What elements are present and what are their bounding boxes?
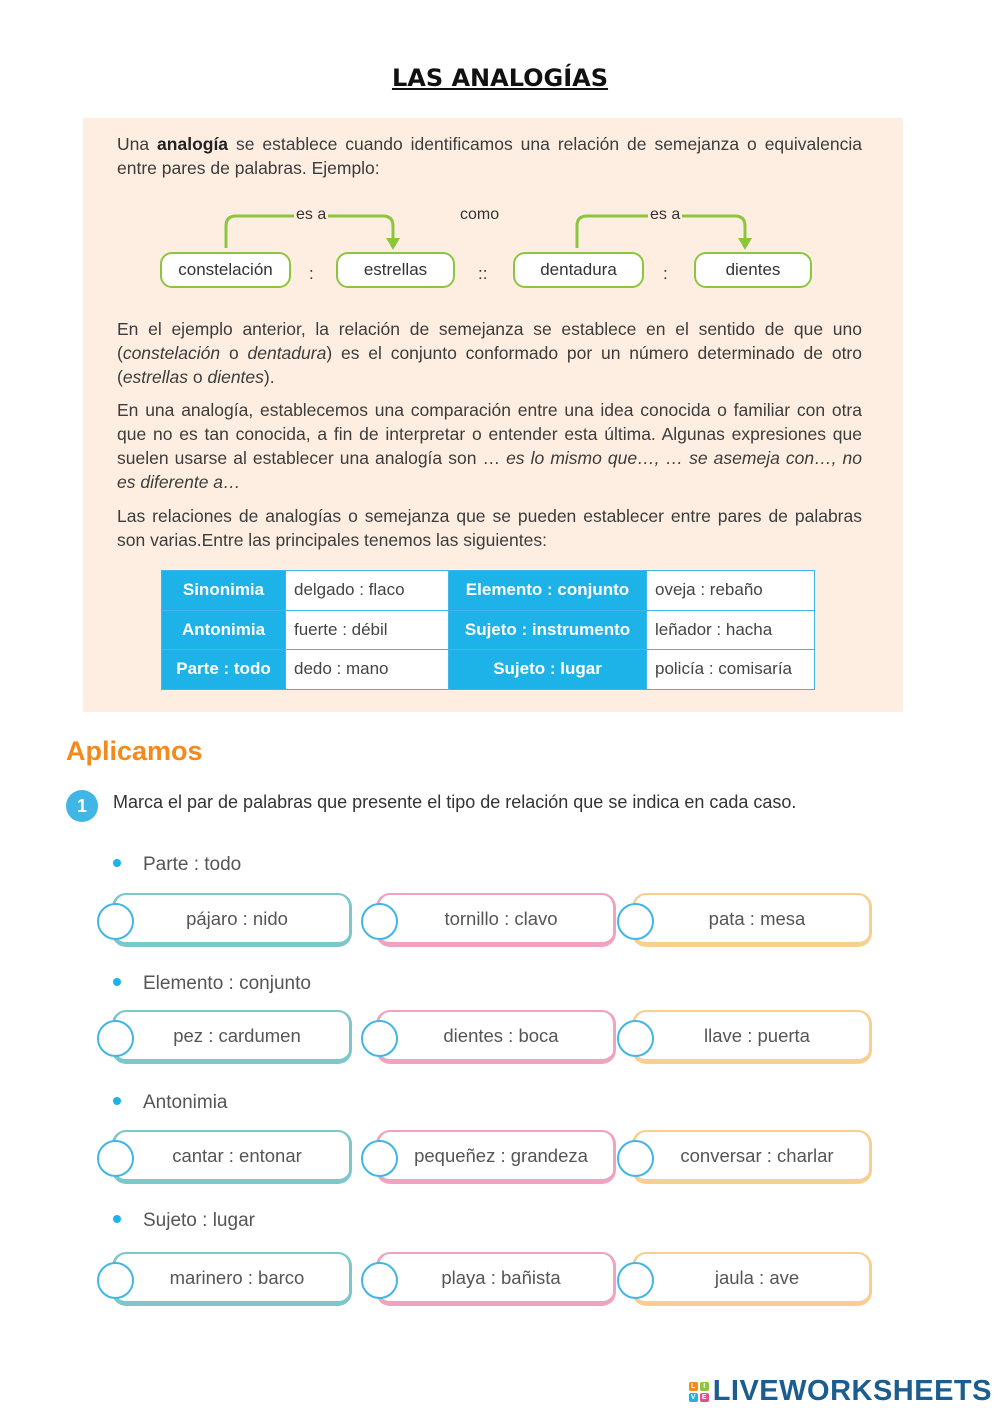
radio-circle-icon[interactable] <box>361 1140 398 1177</box>
relation-type-cell: Sujeto : instrumento <box>449 610 647 650</box>
section-title-aplicamos: Aplicamos <box>66 736 203 766</box>
bullet-dot-icon <box>113 1215 121 1223</box>
relation-example-cell: fuerte : débil <box>286 610 449 650</box>
radio-circle-icon[interactable] <box>361 1020 398 1057</box>
separator-colon-2: : <box>663 264 668 283</box>
para2-italic-2: dentadura <box>247 343 327 363</box>
bullet-dot-icon <box>113 859 121 867</box>
intro-term: analogía <box>157 134 229 154</box>
relation-type-cell: Antonimia <box>162 610 286 650</box>
option-label: conversar : charlar <box>680 1144 834 1166</box>
option-label: playa : bañista <box>441 1266 561 1288</box>
para2-text-5: ). <box>263 367 275 387</box>
option-label: pez : cardumen <box>173 1024 301 1046</box>
footer-brand-text: LIVEWORKSHEETS <box>712 1375 992 1407</box>
option-label: tornillo : clavo <box>444 907 558 929</box>
radio-circle-icon[interactable] <box>617 1020 654 1057</box>
option-pill[interactable] <box>376 1130 616 1184</box>
relation-example-cell: dedo : mano <box>286 650 449 690</box>
word-box-dientes: dientes <box>694 252 812 288</box>
option-pill[interactable] <box>112 1010 352 1064</box>
option-label: pata : mesa <box>708 907 806 929</box>
arrow-2-head <box>738 238 752 250</box>
para2-text-3: ) es el conjunto conformado por un número determinado de otro ( <box>117 343 862 387</box>
bullet-dot-icon <box>113 978 121 986</box>
option-label: llave : puerta <box>704 1024 810 1046</box>
option-label: cantar : entonar <box>172 1144 302 1166</box>
radio-circle-icon[interactable] <box>97 1140 134 1177</box>
option-label: marinero : barco <box>169 1266 305 1288</box>
group-label-text: Sujeto : lugar <box>143 1210 255 1231</box>
para2-text-4: o <box>188 367 208 387</box>
radio-circle-icon[interactable] <box>617 1140 654 1177</box>
group-label <box>113 1210 255 1232</box>
word-box-constelacion: constelación <box>160 252 291 288</box>
table-row <box>162 650 815 690</box>
intro-text-start: Una <box>117 134 158 154</box>
word-box-estrellas: estrellas <box>336 252 455 288</box>
option-pill[interactable] <box>376 893 616 947</box>
group-label-text: Antonimia <box>143 1092 228 1113</box>
relation-type-cell: Parte : todo <box>162 650 286 690</box>
intro-text-end: se establece cuando identificamos una relación de semejanza o equivalencia entre pares de palabras. Ejemplo: <box>117 134 862 178</box>
relation-type-cell: Sinonimia <box>162 571 286 611</box>
word-box-dentadura: dentadura <box>513 252 644 288</box>
option-pill[interactable] <box>112 1252 352 1306</box>
radio-circle-icon[interactable] <box>361 903 398 940</box>
arrow-1-head <box>386 238 400 250</box>
group-label <box>113 973 311 995</box>
para2-italic-3: estrellas <box>122 367 188 387</box>
option-label: pequeñez : grandeza <box>414 1144 588 1166</box>
comparison-paragraph <box>117 398 862 494</box>
logo-grid-icon <box>689 1382 709 1402</box>
option-pill[interactable] <box>632 1130 872 1184</box>
para2-text-2: o <box>220 343 248 363</box>
para3-text: En una analogía, establecemos una comparación entre una idea conocida o familiar con otra que no es tan conocida, a fin de interpretar o entender esta última. Algunas expresiones que suelen usarse al establecer una analogía son … <box>117 400 862 468</box>
exercise-number-badge: 1 <box>66 790 98 822</box>
theory-panel <box>83 118 903 712</box>
relation-example-cell: oveja : rebaño <box>647 571 815 611</box>
table-row <box>162 571 815 611</box>
option-label: dientes : boca <box>443 1024 559 1046</box>
logo-letter: E <box>700 1393 709 1402</box>
option-label: jaula : ave <box>714 1266 800 1288</box>
radio-circle-icon[interactable] <box>617 903 654 940</box>
relation-label-1: es a <box>296 206 327 223</box>
bullet-dot-icon <box>113 1097 121 1105</box>
relations-table <box>161 570 815 690</box>
liveworksheets-logo[interactable] <box>689 1375 992 1408</box>
separator-double-colon: :: <box>478 264 488 283</box>
exercise-instruction: Marca el par de palabras que presente el tipo de relación que se indica en cada caso. <box>113 792 797 812</box>
logo-letter: V <box>689 1393 698 1402</box>
group-label <box>113 854 241 876</box>
relation-example-cell: policía : comisaría <box>647 650 815 690</box>
radio-circle-icon[interactable] <box>97 1020 134 1057</box>
separator-colon-1: : <box>309 264 314 283</box>
connector-como: como <box>460 206 500 223</box>
relation-type-cell: Sujeto : lugar <box>449 650 647 690</box>
para2-italic-4: dientes <box>207 367 264 387</box>
relation-example-cell: delgado : flaco <box>286 571 449 611</box>
group-label-text: Elemento : conjunto <box>143 973 311 994</box>
radio-circle-icon[interactable] <box>617 1262 654 1299</box>
radio-circle-icon[interactable] <box>97 1262 134 1299</box>
relation-example-cell: leñador : hacha <box>647 610 815 650</box>
para2-text-1: En el ejemplo anterior, la relación de semejanza se establece en el sentido de que uno ( <box>117 319 862 363</box>
radio-circle-icon[interactable] <box>361 1262 398 1299</box>
option-pill[interactable] <box>632 893 872 947</box>
table-row <box>162 610 815 650</box>
relations-paragraph: Las relaciones de analogías o semejanza que se pueden establecer entre pares de palabras son varias.Entre las principales tenemos las siguientes: <box>117 506 862 550</box>
option-pill[interactable] <box>376 1010 616 1064</box>
option-label: pájaro : nido <box>186 907 288 929</box>
para3-italic: es lo mismo que…, … se asemeja con…, no es diferente a… <box>117 448 862 492</box>
option-pill[interactable] <box>112 893 352 947</box>
relation-type-cell: Elemento : conjunto <box>449 571 647 611</box>
option-pill[interactable] <box>376 1252 616 1306</box>
relation-label-2: es a <box>650 206 681 223</box>
option-pill[interactable] <box>112 1130 352 1184</box>
explanation-paragraph <box>117 317 862 389</box>
group-label <box>113 1092 228 1114</box>
option-pill[interactable] <box>632 1252 872 1306</box>
page-title: LAS ANALOGÍAS <box>391 64 609 92</box>
radio-circle-icon[interactable] <box>97 903 134 940</box>
group-label-text: Parte : todo <box>143 854 242 875</box>
logo-letter: L <box>689 1382 698 1391</box>
para2-italic-1: constelación <box>122 343 221 363</box>
logo-letter: I <box>700 1382 709 1391</box>
option-pill[interactable] <box>632 1010 872 1064</box>
